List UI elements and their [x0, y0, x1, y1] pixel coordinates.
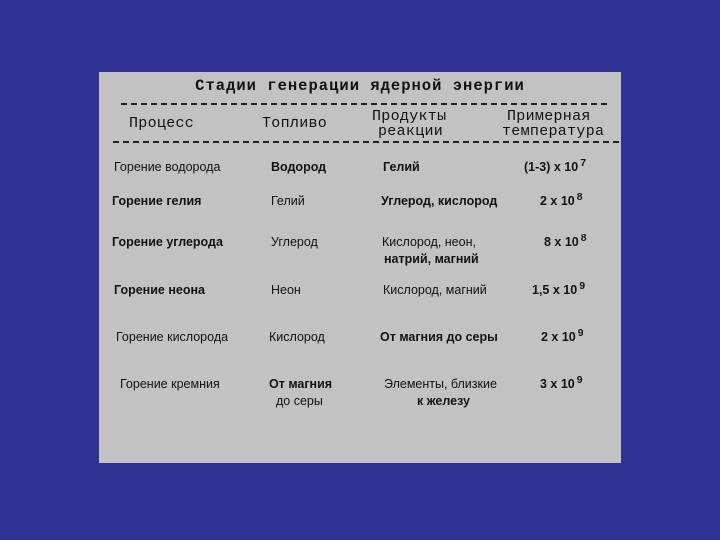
- products-cell: От магния до серы: [380, 330, 498, 344]
- temperature-cell: [540, 376, 583, 393]
- fuel-cell: Водород: [271, 160, 327, 174]
- temperature-exponent: 8: [580, 232, 587, 244]
- header-bottom-rule: [113, 141, 619, 143]
- temperature-exponent: 8: [576, 191, 583, 203]
- temperature-base: 2 х 10: [540, 194, 575, 208]
- header-process: Процесс: [129, 115, 195, 132]
- temperature-base: 2 х 10: [541, 330, 576, 344]
- temperature-cell: [524, 159, 586, 176]
- products-cell-line2: натрий, магний: [384, 252, 479, 266]
- temperature-exponent: 9: [577, 327, 584, 339]
- temperature-exponent: 9: [579, 280, 586, 292]
- temperature-base: 1,5 х 10: [532, 283, 578, 297]
- table-panel: [99, 72, 621, 463]
- products-cell-line1: Кислород, неон,: [382, 235, 476, 249]
- header-temperature-line1: Примерная: [507, 108, 591, 125]
- products-cell: Гелий: [383, 160, 420, 174]
- process-cell: Горение кремния: [120, 377, 220, 391]
- temperature-cell: [541, 329, 584, 346]
- fuel-cell: Углерод: [271, 235, 318, 249]
- products-cell-line1: Элементы, близкие: [384, 377, 497, 391]
- products-cell: Кислород, магний: [383, 283, 487, 297]
- temperature-exponent: 9: [576, 374, 583, 386]
- products-cell-line2: к железу: [417, 394, 470, 408]
- temperature-exponent: 7: [580, 157, 587, 169]
- process-cell: Горение неона: [114, 283, 205, 297]
- header-top-rule: [121, 103, 607, 105]
- fuel-cell-line1: От магния: [269, 377, 333, 391]
- temperature-base: 3 х 10: [540, 377, 575, 391]
- header-fuel: Топливо: [262, 115, 328, 132]
- temperature-cell: [544, 234, 587, 251]
- fuel-cell: Неон: [271, 283, 301, 297]
- process-cell: Горение гелия: [112, 194, 202, 208]
- process-cell: Горение углерода: [112, 235, 223, 249]
- header-temperature-line2: температура: [502, 123, 605, 140]
- temperature-cell: [532, 282, 585, 299]
- fuel-cell: Гелий: [271, 194, 305, 208]
- process-cell: Горение кислорода: [116, 330, 229, 344]
- temperature-base: 8 х 10: [544, 235, 579, 249]
- products-cell: Углерод, кислород: [381, 194, 498, 208]
- temperature-base: (1-3) х 10: [524, 160, 579, 174]
- temperature-cell: [540, 193, 583, 210]
- fuel-cell-line2: до серы: [276, 394, 323, 408]
- header-products-line2: реакции: [378, 123, 444, 140]
- table-title: Стадии генерации ядерной энергии: [195, 77, 525, 95]
- process-cell: Горение водорода: [114, 160, 221, 174]
- fuel-cell: Кислород: [269, 330, 325, 344]
- header-products-line1: Продукты: [372, 108, 447, 125]
